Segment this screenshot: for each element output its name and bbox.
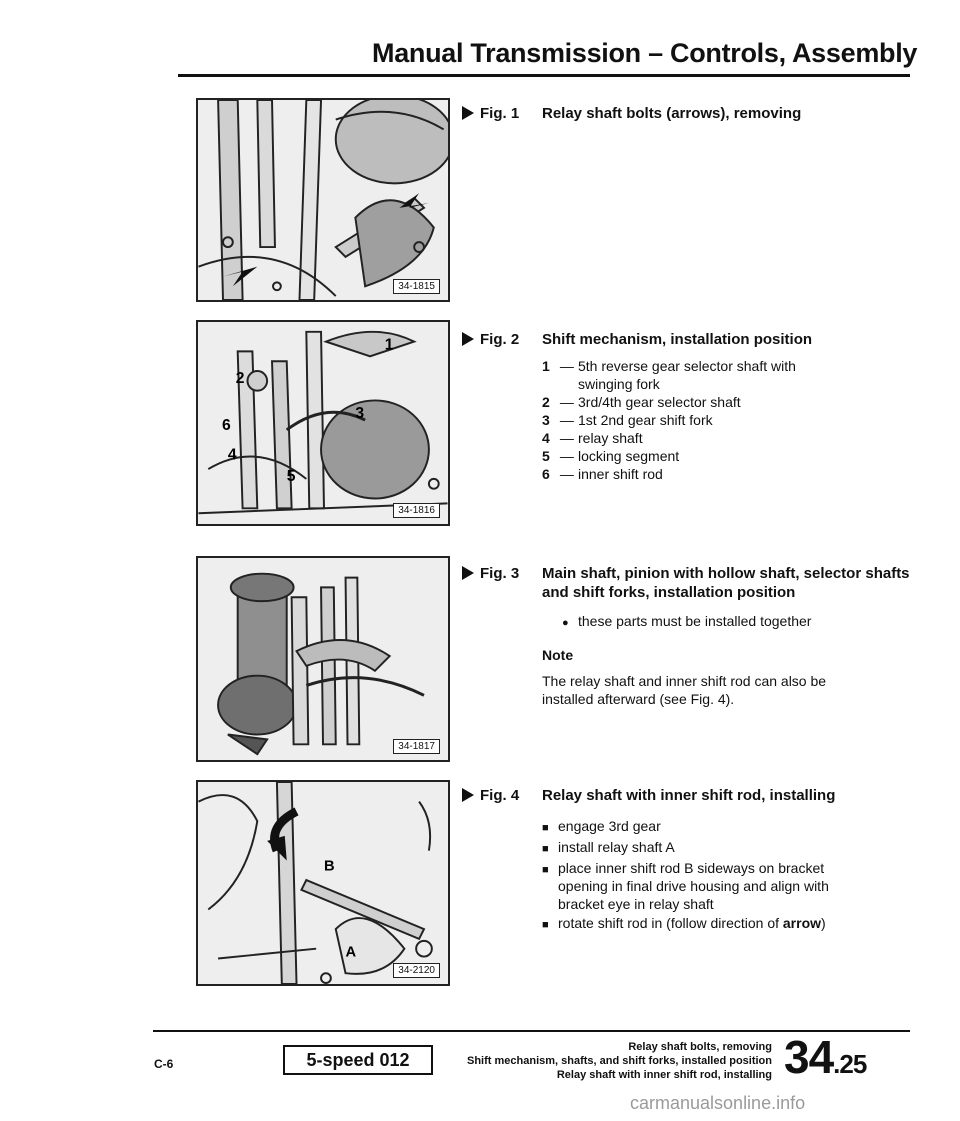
fig-pointer-icon [462,332,474,346]
list-item: ■ place inner shift rod B sideways on bracket opening in final drive housing and align with bracket eye in relay shaft [542,860,829,912]
fig-4-caption: Relay shaft with inner shift rod, installing [542,787,836,804]
fig-2-label-3: 3 [355,405,365,423]
fig-3-caption: Main shaft, pinion with hollow shaft, selector shafts and shift forks, installation position [542,565,910,601]
fig-3-caption-block [462,564,912,708]
fig-1-caption-block [462,104,912,123]
legend-item: 6 — inner shift rod [542,466,663,482]
fig-2-number: Fig. 2 [480,331,520,348]
fig-1-caption: Relay shaft bolts (arrows), removing [542,105,802,122]
fig-3-body [542,612,912,708]
footer-index-line: Relay shaft bolts, removing [628,1041,772,1053]
note-text: The relay shaft and inner shift rod can also be installed afterward (see Fig. 4). [542,673,827,707]
fig-4-label-a: A [345,944,357,961]
fig-2-illustration [198,322,448,524]
fig-4-label-b: B [323,858,335,875]
page-title: Manual Transmission – Controls, Assembly [372,38,918,68]
fig-pointer-icon [462,106,474,120]
bullet-dot-icon: ● [562,617,569,629]
fig-1-image [196,98,450,302]
fig-2-legend [542,357,912,483]
fig-2-label-2: 2 [235,369,245,387]
fig-3-tag: 34-1817 [393,739,440,754]
list-item: ● these parts must be installed together [562,612,912,632]
fig-2-label-1: 1 [384,336,394,354]
footer-model-box: 5-speed 012 [283,1045,433,1075]
fig-4-caption-block [462,786,912,935]
bullet-square-icon: ■ [542,919,549,931]
fig-4-number: Fig. 4 [480,787,520,804]
legend-item: 1 — 5th reverse gear selector shaft with [542,358,796,374]
header-rule [178,74,910,77]
fig-2-label-5: 5 [286,467,296,485]
fig-4-illustration [198,782,448,984]
fig-pointer-icon [462,788,474,802]
footer-index-line: Relay shaft with inner shift rod, installing [556,1069,772,1081]
fig-pointer-icon [462,566,474,580]
bullet-square-icon: ■ [542,864,549,876]
fig-4-tag: 34-2120 [393,963,440,978]
footer-index [440,1040,772,1082]
fig-2-label-4: 4 [227,446,237,464]
fig-4-image [196,780,450,986]
list-item: ■ install relay shaft A [542,838,872,858]
legend-item: 5 — locking segment [542,448,680,464]
bullet-square-icon: ■ [542,822,549,834]
bullet-square-icon: ■ [542,843,549,855]
fig-2-tag: 34-1816 [393,503,440,518]
fig-1-number: Fig. 1 [480,105,520,122]
watermark: carmanualsonline.info [630,1093,806,1113]
fig-2-caption: Shift mechanism, installation position [542,331,813,348]
fig-2-caption-block [462,330,912,483]
fig-1-illustration [198,100,448,300]
fig-3-number: Fig. 3 [480,565,520,582]
legend-item: 3 — 1st 2nd gear shift fork [542,412,713,428]
footer-code: C-6 [154,1057,174,1071]
legend-item: 4 — relay shaft [542,430,643,446]
fig-3-illustration [198,558,448,760]
fig-2-image [196,320,450,526]
list-item: ■ engage 3rd gear [542,817,872,837]
legend-item: 2 — 3rd/4th gear selector shaft [542,394,741,410]
legend-item-continued: swinging fork [578,376,660,392]
fig-3-image [196,556,450,762]
list-item: ■ rotate shift rod in (follow direction of arrow) [542,914,872,934]
fig-1-tag: 34-1815 [393,279,440,294]
note-title: Note [542,647,574,663]
fig-4-steps [542,817,872,934]
fig-2-label-6: 6 [222,416,231,434]
footer-index-line: Shift mechanism, shafts, and shift forks, installed position [467,1055,772,1067]
page-number: 34.25 [784,1031,867,1083]
